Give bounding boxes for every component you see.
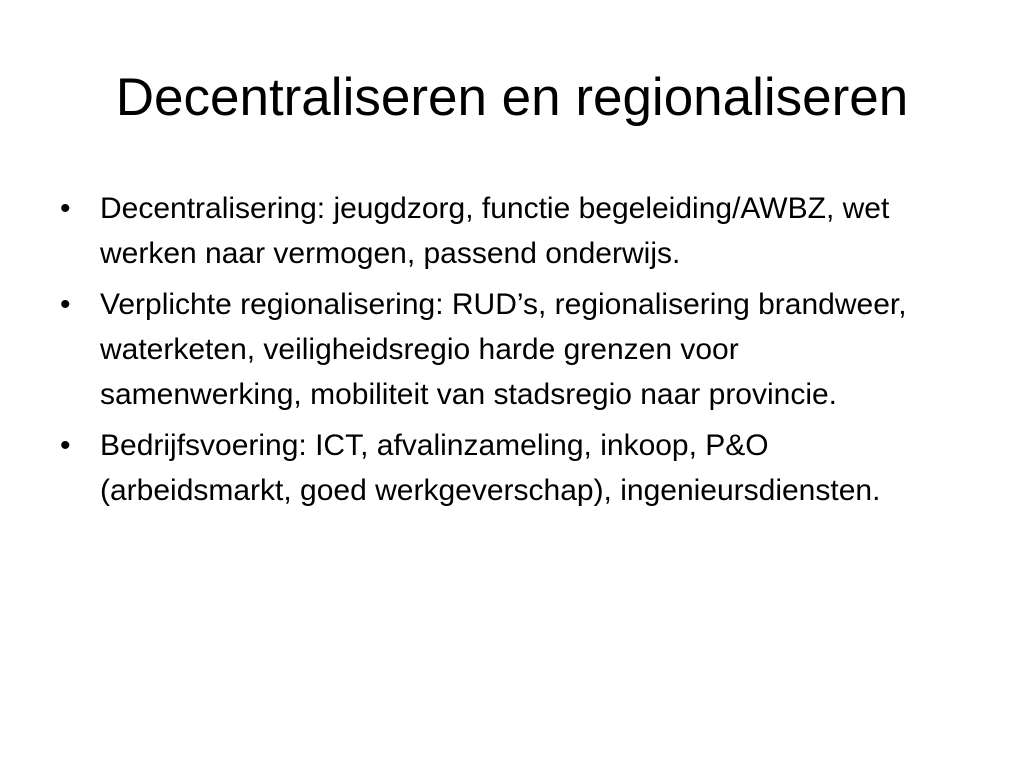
slide-title: Decentraliseren en regionaliseren [115,68,909,127]
bullet-text-verplichte-regionalisering: Verplichte regionalisering: RUD’s, regionalisering brandweer, waterketen, veiligheidsregio harde grenzen voor samenwerking, mobiliteit van stadsregio naar provincie. [100,288,907,411]
bullet-text-decentralisering: Decentralisering: jeugdzorg, functie begeleiding/AWBZ, wet werken naar vermogen, passend onderwijs. [100,192,890,270]
bullet-list [58,186,928,519]
bullet-item [58,282,928,417]
bullet-marker: • [60,429,71,462]
bullet-item [58,186,928,276]
bullet-text-bedrijfsvoering: Bedrijfsvoering: ICT, afvalinzameling, inkoop, P&O (arbeidsmarkt, goed werkgeverschap), ingenieursdiensten. [100,429,881,507]
bullet-item [58,423,928,513]
bullet-marker: • [60,192,71,225]
bullet-marker: • [60,288,71,321]
